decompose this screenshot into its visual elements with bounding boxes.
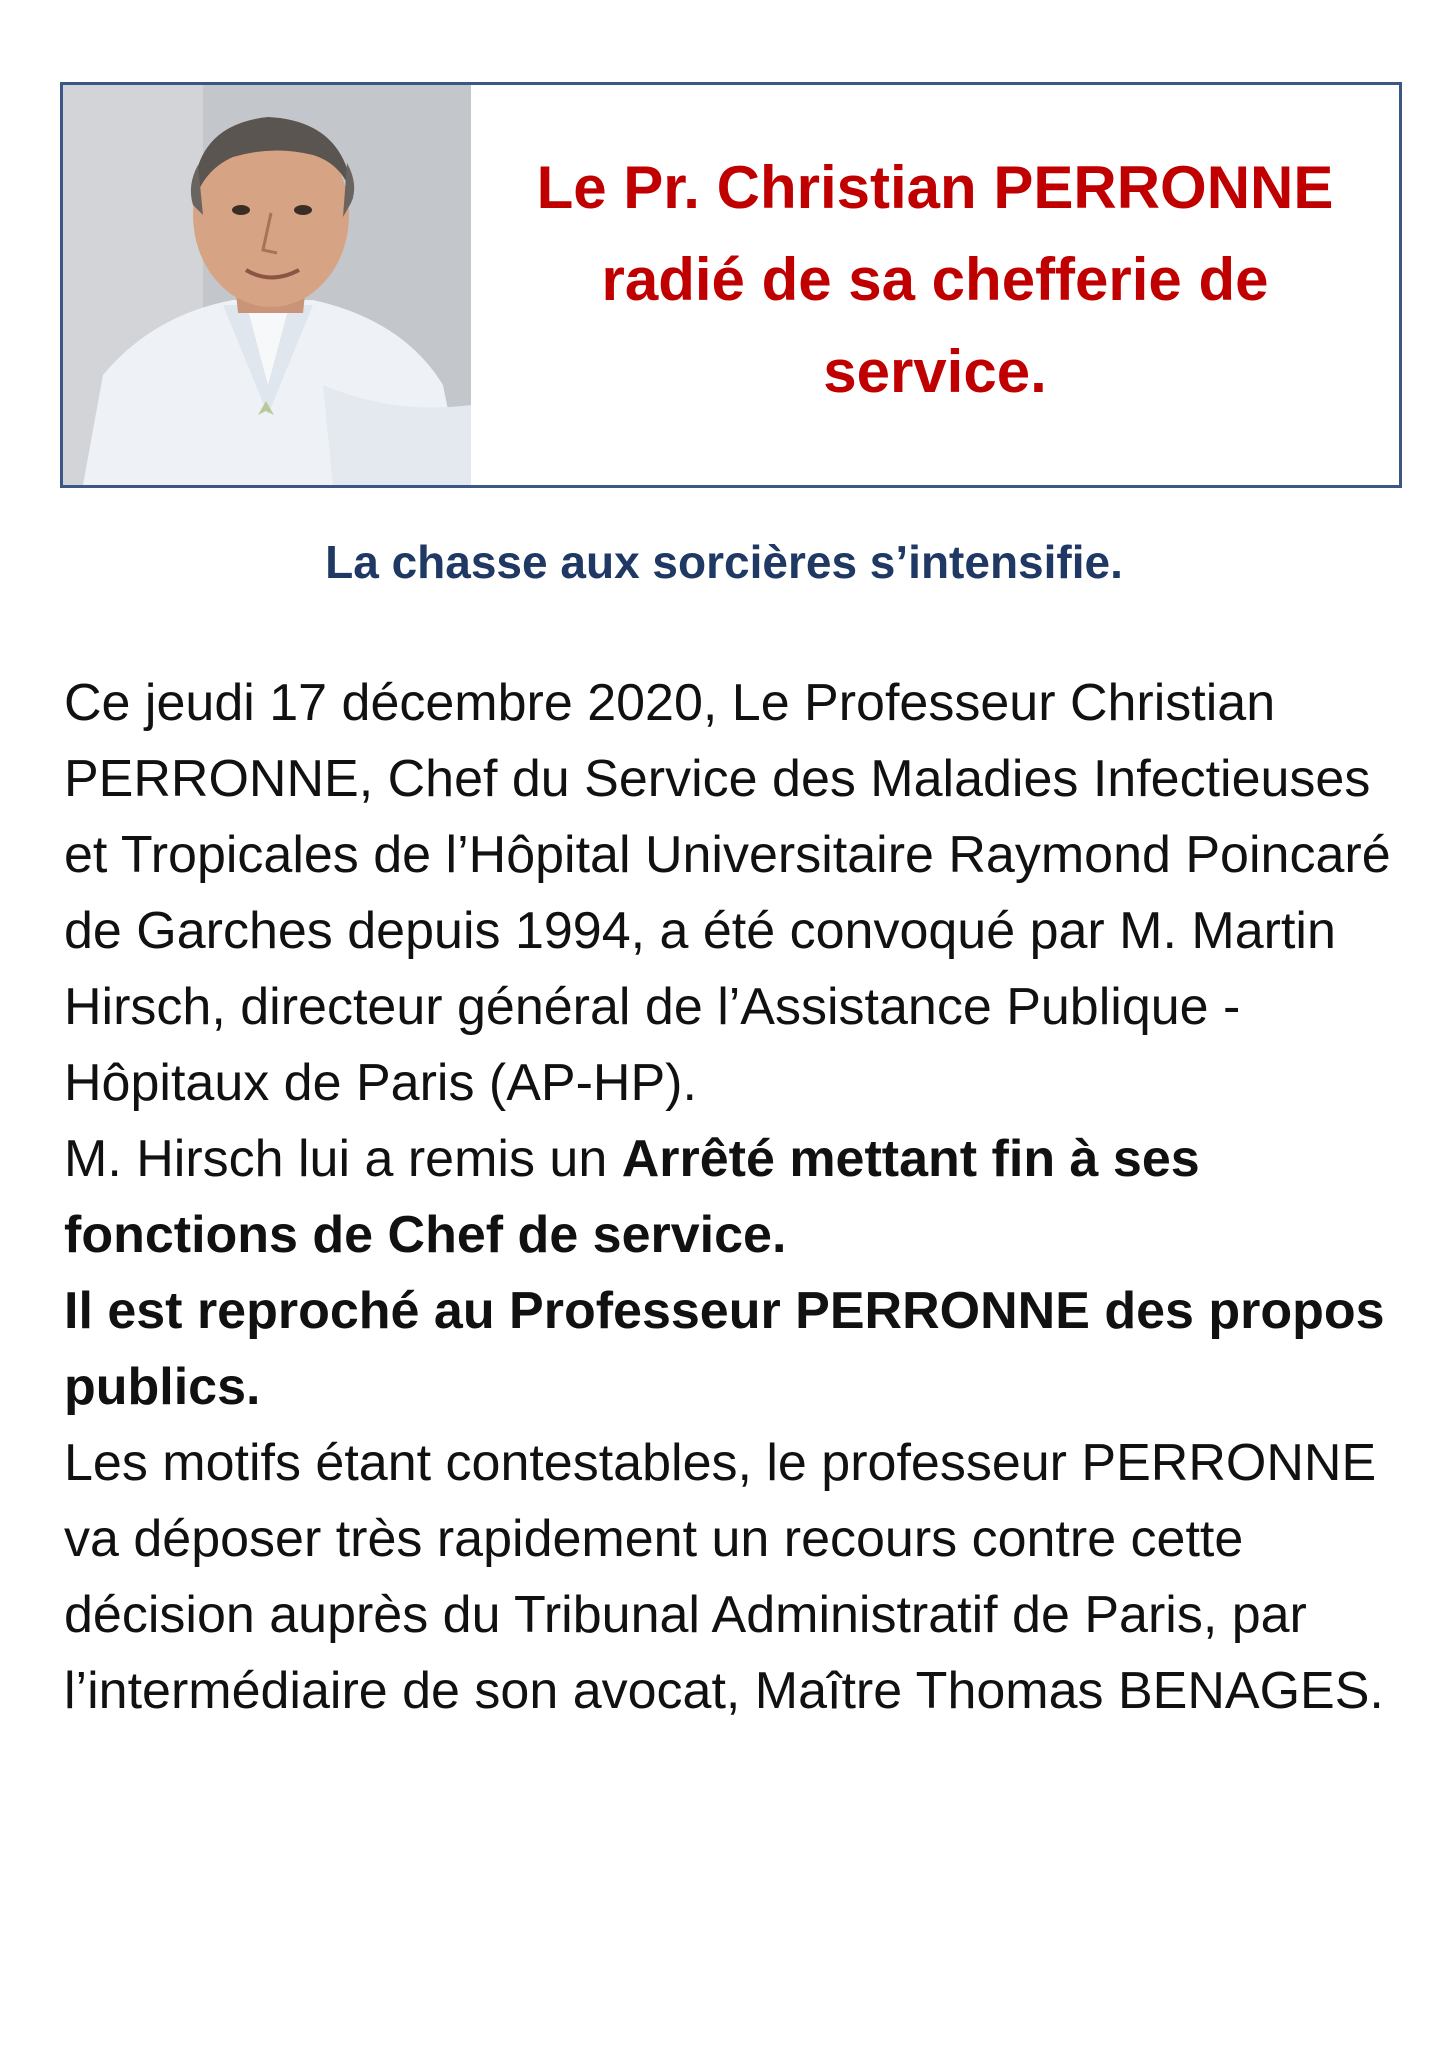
portrait-illustration <box>63 85 471 485</box>
headline-line-2: radié de sa chefferie de <box>601 246 1269 313</box>
portrait-photo <box>63 85 471 485</box>
headline <box>471 85 1399 485</box>
paragraph-2 <box>64 1121 1404 1273</box>
paragraph-4: Les motifs étant contestables, le professeur PERRONNE va déposer très rapidement un recours contre cette décision auprès du Tribunal Administratif de Paris, par l’intermédiaire de son avocat, Maître Thomas BENAGES. <box>64 1434 1384 1720</box>
header-box <box>60 82 1402 488</box>
headline-line-3: service. <box>823 338 1047 405</box>
subtitle: La chasse aux sorcières s’intensifie. <box>325 536 1123 588</box>
paragraph-2-plain: M. Hirsch lui a remis un <box>64 1130 622 1188</box>
paragraph-3 <box>64 1273 1404 1425</box>
paragraph-1: Ce jeudi 17 décembre 2020, Le Professeur Christian PERRONNE, Chef du Service des Maladies Infectieuses et Tropicales de l’Hôpital Universitaire Raymond Poincaré de Garches depuis 1994, a été convoqué par M. Martin Hirsch, directeur général de l’Assistance Publique - Hôpitaux de Paris (AP-HP). <box>64 674 1391 1112</box>
paragraph-2-bold: Arrêté mettant fin à ses fonctions de Chef de service. <box>64 1130 1200 1264</box>
article-body <box>64 665 1404 1729</box>
headline-line-1: Le Pr. Christian PERRONNE <box>536 154 1334 221</box>
paragraph-3-bold: Il est reproché au Professeur PERRONNE des propos publics. <box>64 1282 1385 1416</box>
